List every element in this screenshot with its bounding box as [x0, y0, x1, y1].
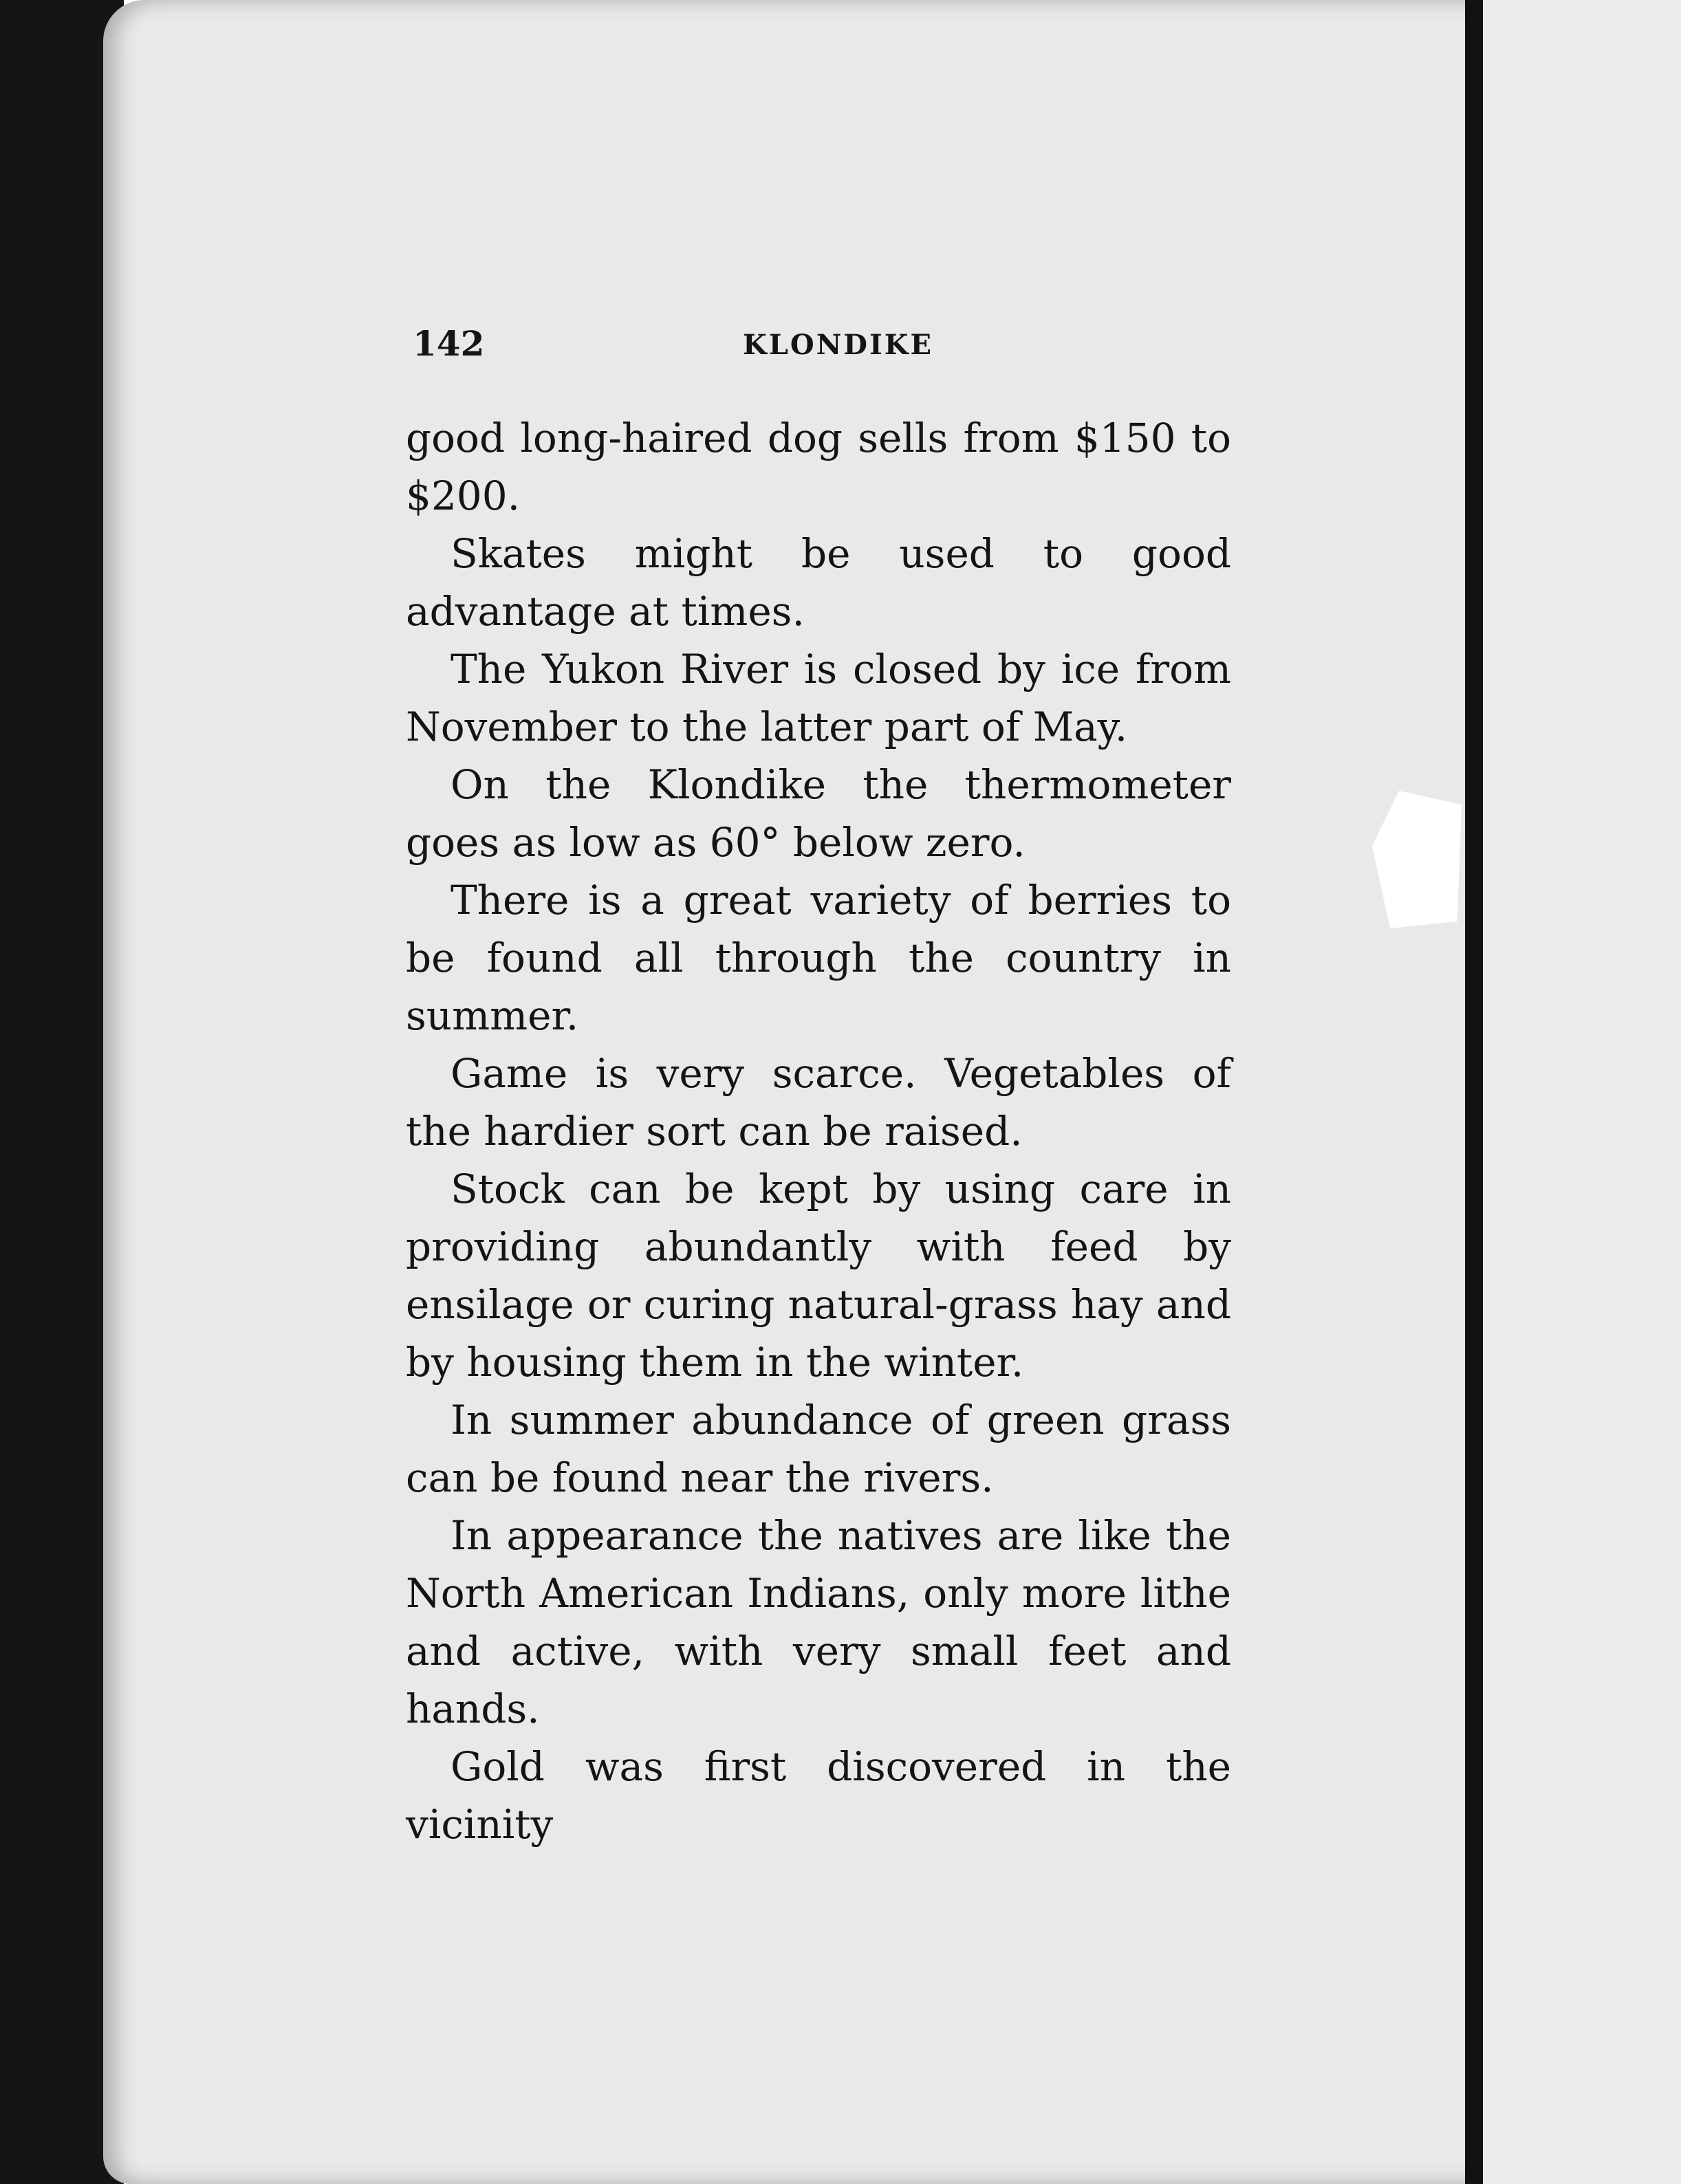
paragraph: There is a great variety of berries to be found all through the country in summer. [406, 877, 1231, 1039]
paragraph: Gold was first discovered in the vicinity [406, 1743, 1231, 1848]
paragraph: Stock can be kept by using care in providing abundantly with feed by ensilage or curing natural-grass hay and by housing them in the winter. [406, 1166, 1231, 1386]
page-header [413, 323, 1238, 371]
running-title: KLONDIKE [743, 329, 933, 361]
page-gutter [1465, 0, 1483, 2184]
paragraph: The Yukon River is closed by ice from November to the latter part of May. [406, 646, 1231, 750]
adjacent-page [1483, 0, 1681, 2184]
paragraph: Game is very scarce. Vegetables of the hardier sort can be raised. [406, 1050, 1231, 1155]
paragraph: In summer abundance of green grass can be found near the rivers. [406, 1397, 1231, 1501]
paragraph: In appearance the natives are like the North American Indians, only more lithe and active, with very small feet and hands. [406, 1512, 1231, 1732]
page-number: 142 [413, 323, 485, 364]
paragraph: Skates might be used to good advantage at times. [406, 530, 1231, 635]
body-text [406, 409, 1231, 1853]
paragraph: good long-haired dog sells from $150 to $200. [406, 415, 1231, 519]
paragraph: On the Klondike the thermometer goes as low as 60° below zero. [406, 761, 1231, 866]
